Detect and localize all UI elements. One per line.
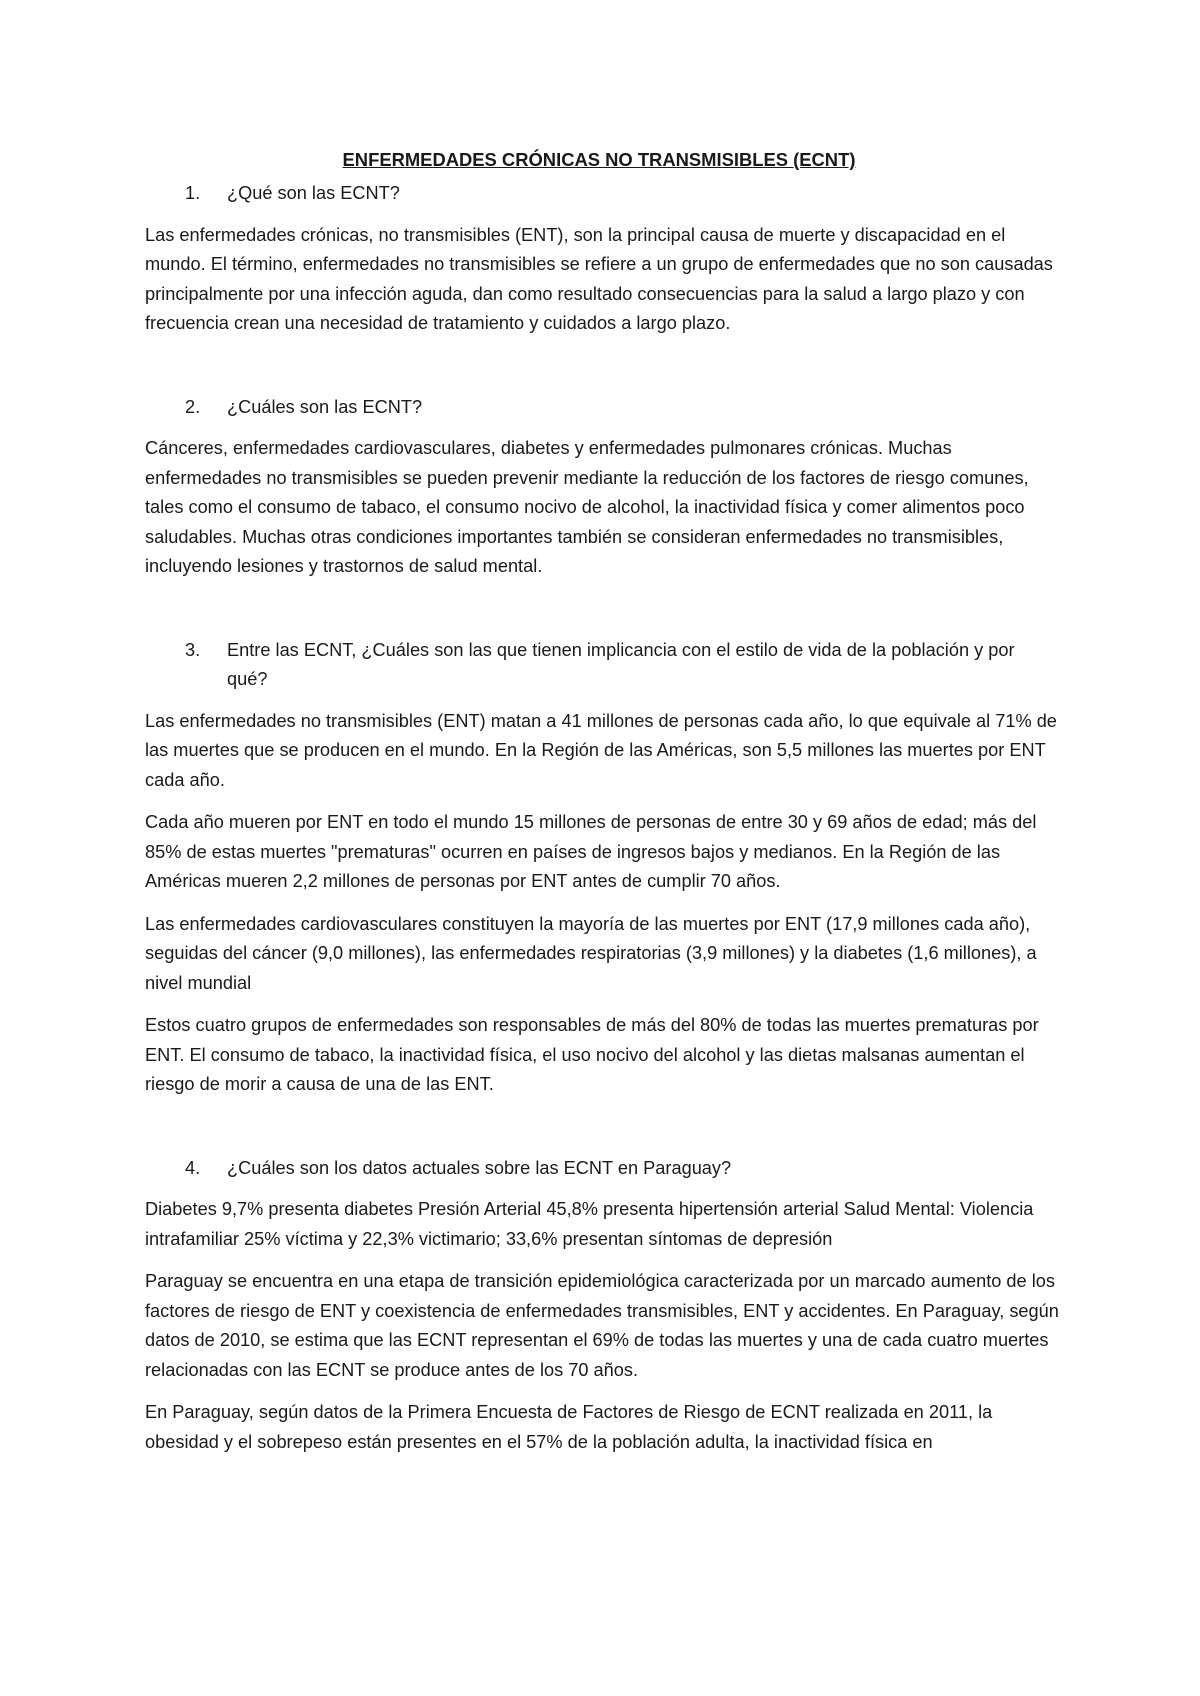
answer-paragraph: En Paraguay, según datos de la Primera Encuesta de Factores de Riesgo de ECNT realizada en 2011, la obesidad y el sobrepeso están presentes en el 57% de la población adulta, la inactividad física en <box>145 1402 993 1452</box>
question-number: 3. <box>185 639 201 660</box>
question-text: ¿Qué son las ECNT? <box>227 183 400 203</box>
question-2 <box>145 393 1065 423</box>
question-number: 2. <box>185 396 201 417</box>
question-3 <box>145 636 1065 695</box>
question-4 <box>145 1154 1065 1184</box>
answer-paragraph: Cada año mueren por ENT en todo el mundo 15 millones de personas de entre 30 y 69 años de edad; más del 85% de estas muertes "prematuras" ocurren en países de ingresos bajos y medianos. En la Región de las Américas mueren 2,2 millones de personas por ENT antes de cumplir 70 años. <box>145 812 1037 891</box>
answer-paragraph: Cánceres, enfermedades cardiovasculares, diabetes y enfermedades pulmonares crónicas. Muchas enfermedades no transmisibles se pueden prevenir mediante la reducción de los factores de riesgo comunes, tales como el consumo de tabaco, el consumo nocivo de alcohol, la inactividad física y comer alimentos poco saludables. Muchas otras condiciones importantes también se consideran enfermedades no transmisibles, incluyendo lesiones y trastornos de salud mental. <box>145 438 1029 576</box>
question-number: 4. <box>185 1157 201 1178</box>
question-1 <box>145 179 1065 209</box>
question-text: Entre las ECNT, ¿Cuáles son las que tienen implicancia con el estilo de vida de la población y por qué? <box>227 639 1015 689</box>
answer-paragraph: Las enfermedades no transmisibles (ENT) matan a 41 millones de personas cada año, lo que equivale al 71% de las muertes que se producen en el mundo. En la Región de las Américas, son 5,5 millones las muertes por ENT cada año. <box>145 710 1057 790</box>
question-number: 1. <box>185 183 201 203</box>
answer-paragraph: Las enfermedades crónicas, no transmisibles (ENT), son la principal causa de muerte y discapacidad en el mundo. El término, enfermedades no transmisibles se refiere a un grupo de enfermedades que no son causadas principalmente por una infección aguda, dan como resultado consecuencias para la salud a largo plazo y con frecuencia crean una necesidad de tratamiento y cuidados a largo plazo. <box>145 224 1053 333</box>
document-page <box>145 145 1065 1457</box>
question-text: ¿Cuáles son los datos actuales sobre las ECNT en Paraguay? <box>227 1157 732 1178</box>
document-title: ENFERMEDADES CRÓNICAS NO TRANSMISIBLES (ECNT) <box>342 149 856 170</box>
answer-paragraph: Paraguay se encuentra en una etapa de transición epidemiológica caracterizada por un marcado aumento de los factores de riesgo de ENT y coexistencia de enfermedades transmisibles, ENT y accidentes. En Paraguay, según datos de 2010, se estima que las ECNT representan el 69% de todas las muertes y una de cada cuatro muertes relacionadas con las ECNT se produce antes de los 70 años. <box>145 1271 1059 1380</box>
answer-paragraph: Las enfermedades cardiovasculares constituyen la mayoría de las muertes por ENT (17,9 millones cada año), seguidas del cáncer (9,0 millones), las enfermedades respiratorias (3,9 millones) y la diabetes (1,6 millones), a nivel mundial <box>145 913 1037 993</box>
answer-paragraph: Estos cuatro grupos de enfermedades son responsables de más del 80% de todas las muertes prematuras por ENT. El consumo de tabaco, la inactividad física, el uso nocivo del alcohol y las dietas malsanas aumentan el riesgo de morir a causa de una de las ENT. <box>145 1015 1039 1094</box>
answer-paragraph: Diabetes 9,7% presenta diabetes Presión Arterial 45,8% presenta hipertensión arterial Salud Mental: Violencia intrafamiliar 25% víctima y 22,3% victimario; 33,6% presentan síntomas de depresión <box>145 1199 1034 1249</box>
question-text: ¿Cuáles son las ECNT? <box>227 396 423 417</box>
